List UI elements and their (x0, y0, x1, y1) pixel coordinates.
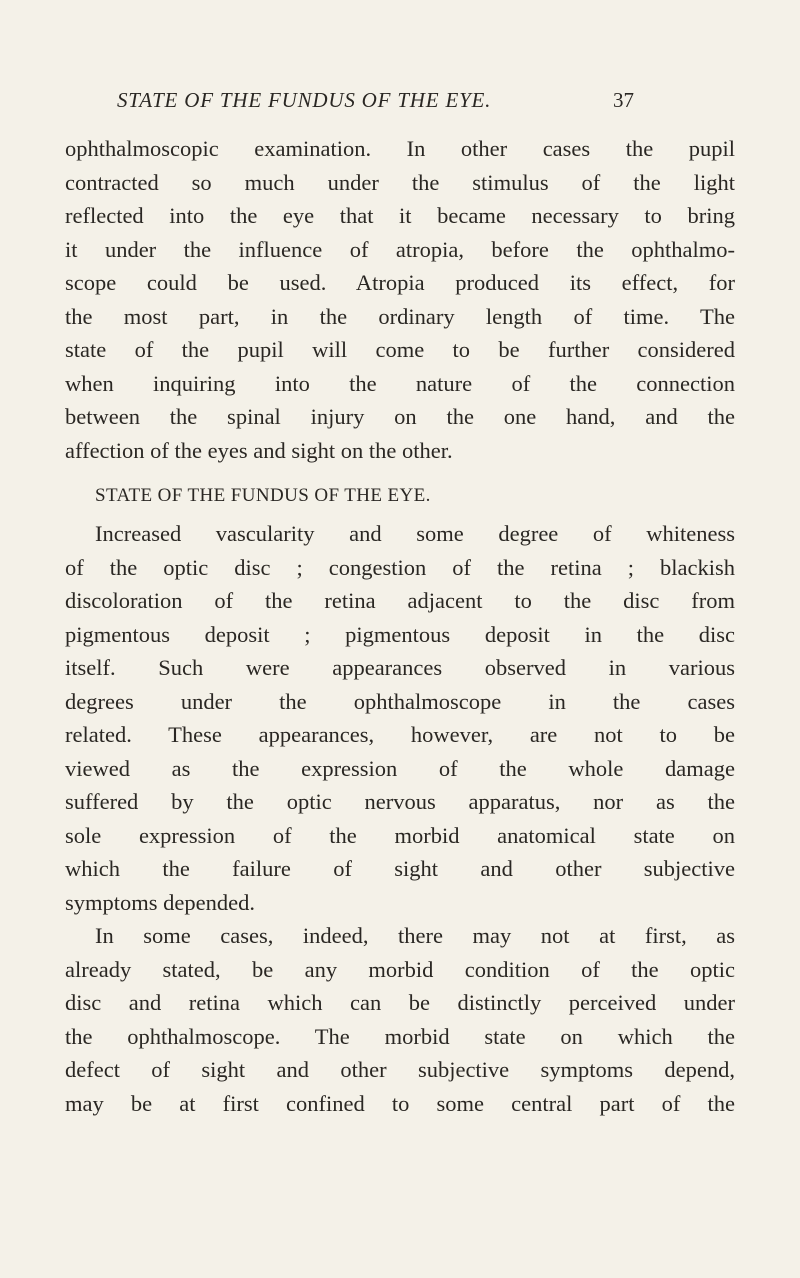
text-line: ophthalmoscopic examination. In other cases the pupil (65, 136, 735, 161)
text-line: may be at first confined to some central part of the (65, 1090, 735, 1116)
text-line: which the failure of sight and other subjective (65, 856, 735, 881)
paragraph-2 (65, 517, 735, 919)
text-line: viewed as the expression of the whole damage (65, 755, 735, 781)
text-line: affection of the eyes and sight on the other. (65, 437, 453, 463)
body-text (65, 132, 735, 1120)
text-line: suffered by the optic nervous apparatus, nor as the (65, 789, 735, 814)
text-line: between the spinal injury on the one hand, and the (65, 404, 735, 429)
text-line: the most part, in the ordinary length of time. The (65, 303, 735, 329)
text-line: disc and retina which can be distinctly perceived under (65, 990, 735, 1015)
text-line: sole expression of the morbid anatomical state on (65, 822, 735, 848)
running-title: STATE OF THE FUNDUS OF THE EYE. (117, 88, 492, 112)
text-line: of the optic disc ; congestion of the retina ; blackish (65, 554, 735, 580)
text-line: defect of sight and other subjective symptoms depend, (65, 1057, 735, 1082)
text-line: In some cases, indeed, there may not at first, as (95, 923, 735, 948)
text-line: pigmentous deposit ; pigmentous deposit in the disc (65, 621, 735, 647)
text-line: symptoms depended. (65, 889, 255, 915)
text-line: Increased vascularity and some degree of whiteness (95, 521, 735, 546)
text-line: it under the influence of atropia, before the ophthalmo- (65, 236, 735, 262)
text-line: scope could be used. Atropia produced its effect, for (65, 270, 735, 295)
text-line: already stated, be any morbid condition of the optic (65, 956, 735, 982)
text-line: degrees under the ophthalmoscope in the cases (65, 688, 735, 714)
text-line: contracted so much under the stimulus of the light (65, 169, 735, 195)
text-line: the ophthalmoscope. The morbid state on which the (65, 1023, 735, 1049)
section-heading: STATE OF THE FUNDUS OF THE EYE. (95, 485, 431, 506)
text-line: state of the pupil will come to be further considered (65, 337, 735, 362)
page-number: 37 (613, 88, 634, 112)
paragraph-3 (65, 919, 735, 1120)
text-line: when inquiring into the nature of the connection (65, 370, 735, 396)
running-head (0, 88, 800, 116)
paragraph-1 (65, 132, 735, 467)
text-line: discoloration of the retina adjacent to the disc from (65, 588, 735, 613)
text-line: itself. Such were appearances observed in various (65, 655, 735, 680)
text-line: reflected into the eye that it became necessary to bring (65, 203, 735, 228)
text-line: related. These appearances, however, are not to be (65, 722, 735, 747)
